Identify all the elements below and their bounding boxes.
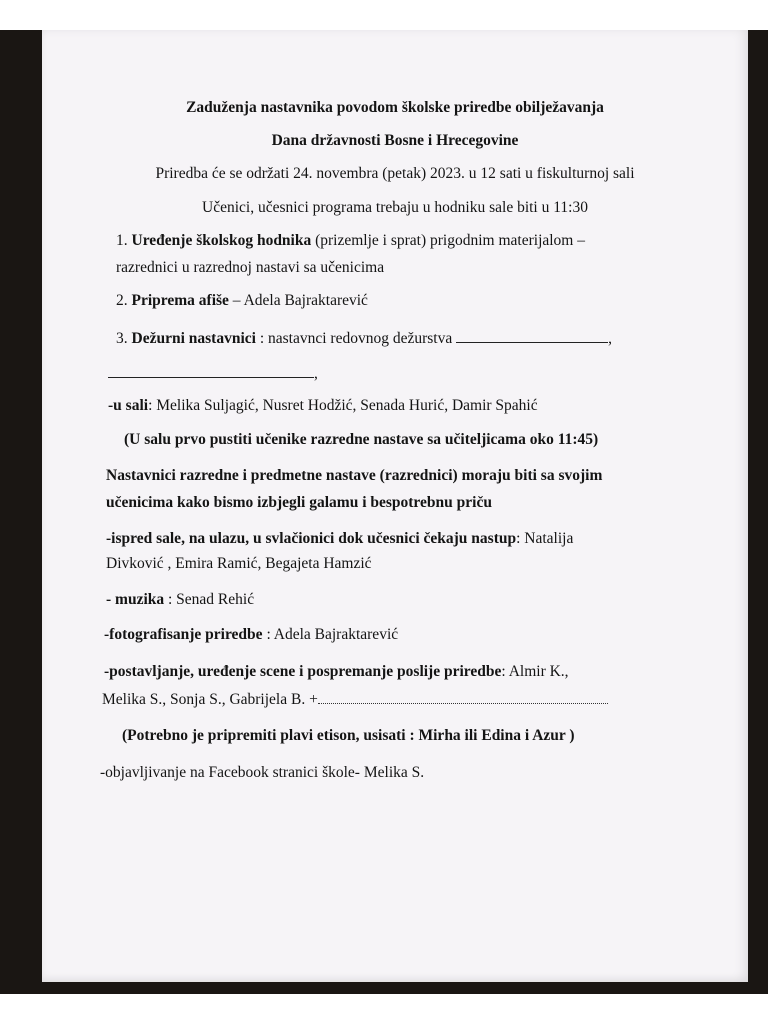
u-sali-names: : Melika Suljagić, Nusret Hodžić, Senada Hurić, Damir Spahić [148, 397, 538, 414]
document-page [42, 30, 748, 982]
postav-dotted-blank [318, 689, 608, 704]
postav-names: Melika S., Sonja S., Gabrijela B. + [102, 691, 318, 708]
item-3-line-2 [108, 363, 318, 384]
postav-text: : Almir K., [501, 663, 569, 680]
item-3-heading: Dežurni nastavnici [131, 330, 256, 347]
item-3-number: 3. [116, 330, 132, 347]
muzika-label: - muzika [106, 591, 165, 608]
note-2-line-2: učenicima kako bismo izbjegli galamu i bespotrebnu priču [106, 494, 492, 511]
postav-label: -postavljanje, uređenje scene i pospremanje poslije priredbe [104, 663, 502, 680]
item-3-text: : nastavnci redovnog dežurstva [255, 330, 457, 347]
ispred-line-1 [106, 529, 573, 549]
postav-line-1 [104, 662, 569, 682]
document-title-line-2: Dana državnosti Bosne i Hrecegovine [271, 132, 519, 149]
item-1-text: (prizemlje i sprat) prigodnim materijalom – [311, 232, 585, 249]
document-title-line-1: Zaduženja nastavnika povodom školske priredbe obilježavanja [186, 99, 604, 116]
item-3-comma-2: , [314, 365, 318, 382]
item-2-number: 2. [116, 292, 132, 309]
event-info-line-1: Priredba će se održati 24. novembra (petak) 2023. u 12 sati u fiskulturnoj sali [155, 165, 635, 182]
muzika-name: : Senad Rehić [164, 591, 255, 608]
item-1-line-2: razrednici u razrednoj nastavi sa učenicima [116, 259, 385, 276]
ispred-line-2: Divković , Emira Ramić, Begajeta Hamzić [106, 555, 372, 572]
item-3-comma-1: , [608, 330, 612, 347]
u-sali-label: -u sali [108, 397, 149, 414]
event-info-line-2: Učenici, učesnici programa trebaju u hodniku sale biti u 11:30 [202, 199, 588, 216]
item-3-blank-2 [108, 363, 314, 378]
postav-line-2 [102, 689, 608, 710]
item-2 [116, 291, 368, 311]
ispred-label: -ispred sale, na ulazu, u svlačionici dok učesnici čekaju nastup [106, 530, 517, 547]
note-3: (Potrebno je pripremiti plavi etison, usisati : Mirha ili Edina i Azur ) [122, 727, 575, 744]
foto-name: : Adela Bajraktarević [262, 626, 399, 643]
foto-line [104, 625, 398, 645]
item-1-number: 1. [116, 232, 132, 249]
item-2-heading: Priprema afiše [131, 292, 229, 309]
facebook-line: -objavljivanje na Facebook stranici škole- Melika S. [100, 764, 425, 781]
item-2-text: – Adela Bajraktarević [228, 292, 368, 309]
item-3-line-1 [116, 328, 612, 349]
note-2-line-1: Nastavnici razredne i predmetne nastave (razrednici) moraju biti sa svojim [106, 467, 603, 484]
ispred-text: : Natalija [516, 530, 574, 547]
foto-label: -fotografisanje priredbe [104, 626, 263, 643]
item-1-heading: Uređenje školskog hodnika [131, 232, 312, 249]
u-sali-line [108, 396, 538, 416]
item-1-line-1 [116, 231, 585, 251]
item-3-blank-1 [456, 328, 608, 343]
muzika-line [106, 590, 254, 610]
note-1: (U salu prvo pustiti učenike razredne nastave sa učiteljicama oko 11:45) [124, 431, 599, 448]
